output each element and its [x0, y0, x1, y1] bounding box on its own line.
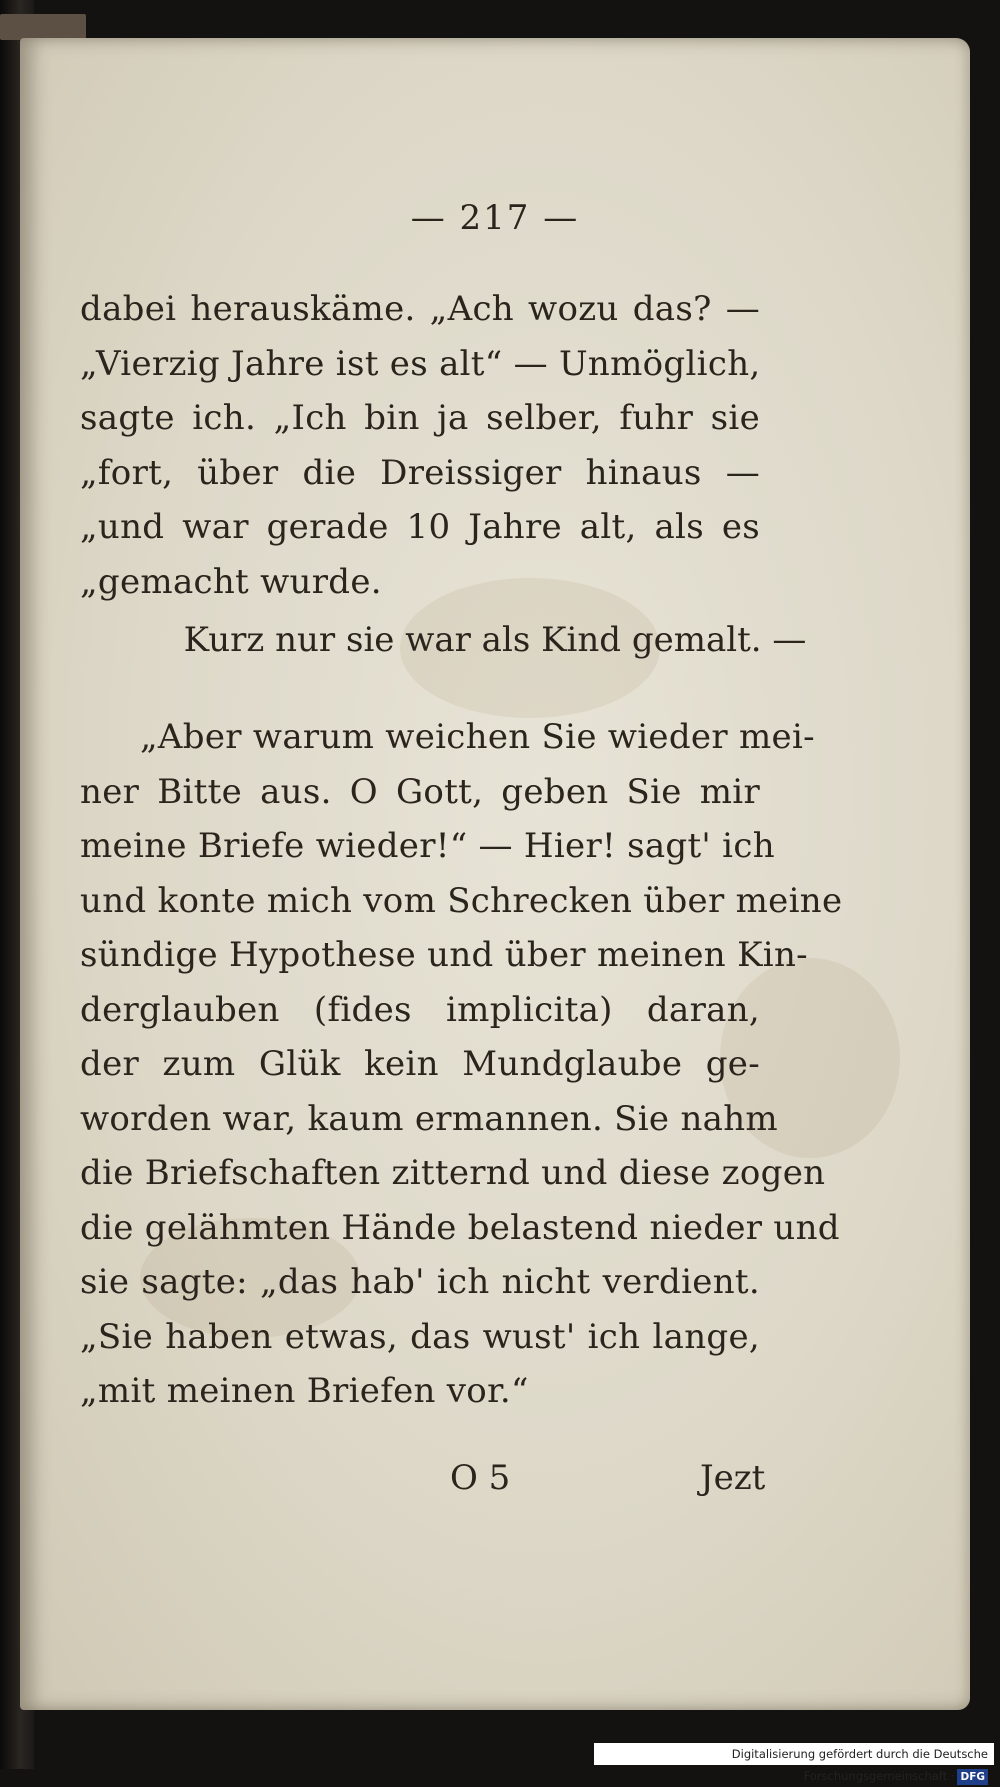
text-line: „fort, über die Dreissiger hinaus — — [80, 452, 760, 493]
signature-mark: O 5 — [450, 1458, 511, 1498]
cover-edge — [0, 14, 86, 40]
text-line: „Sie haben etwas, das wust' ich lange, — [80, 1316, 760, 1357]
text-line: die Briefschaften zitternd und diese zogen — [80, 1153, 826, 1193]
digitization-credit — [594, 1743, 994, 1783]
text-line: „und war gerade 10 Jahre alt, als es — [80, 507, 760, 547]
credit-text: Digitalisierung gefördert durch die Deutsche Forschungsgemeinschaft · — [731, 1747, 988, 1783]
catchword: Jezt — [700, 1458, 766, 1498]
text-line: sagte ich. „Ich bin ja selber, fuhr sie — [80, 398, 760, 438]
paragraph-2 — [80, 710, 843, 1419]
text-line: sündige Hypothese und über meinen Kin- — [80, 935, 808, 975]
page-number: — 217 — — [410, 198, 580, 238]
text-line: meine Briefe wieder!“ — Hier! sagt' ich — [80, 826, 775, 866]
text-line: ner Bitte aus. O Gott, geben Sie mir — [80, 771, 760, 812]
text-line: „gemacht wurde. — [80, 561, 382, 602]
text-line: sie sagte: „das hab' ich nicht verdient. — [80, 1262, 760, 1302]
text-line: der zum Glük kein Mundglaube ge- — [80, 1044, 760, 1084]
text-line: die gelähmten Hände belastend nieder und — [80, 1207, 840, 1248]
centered-line: Kurz nur sie war als Kind gemalt. — — [183, 620, 807, 660]
text-line: worden war, kaum ermannen. Sie nahm — [80, 1098, 778, 1139]
text-line: „Vierzig Jahre ist es alt“ — Unmöglich, — [80, 343, 761, 384]
text-line: „Aber warum weichen Sie wieder mei- — [140, 717, 815, 757]
dfg-logo: DFG — [957, 1769, 988, 1785]
text-line: derglauben (fides implicita) daran, — [80, 989, 760, 1030]
text-line: „mit meinen Briefen vor.“ — [80, 1371, 529, 1411]
text-line: und konte mich vom Schrecken über meine — [80, 880, 843, 921]
paragraph-1 — [80, 282, 760, 609]
text-line: dabei herauskäme. „Ach wozu das? — — [80, 289, 760, 329]
